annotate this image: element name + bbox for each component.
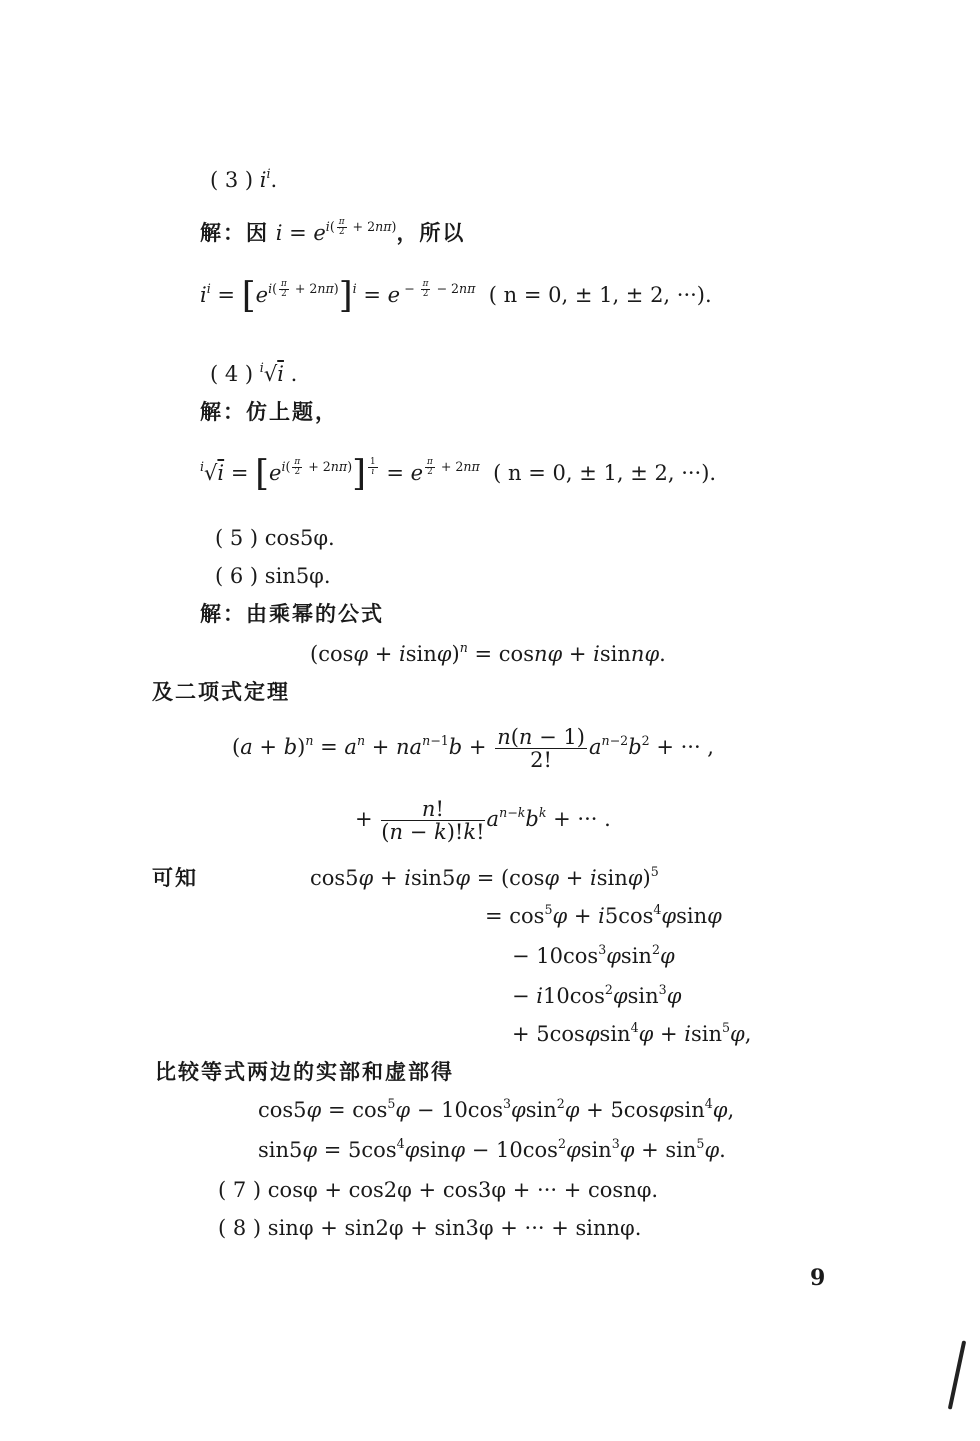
kezhi-label: 可知	[152, 866, 198, 890]
binomial-line1: $(a + b)^n = a^n + na^{n-1}b$ + $\frac{n(n - 1)}{2!}$ $a^{n-2}b^2$ + ··· ,	[232, 725, 714, 773]
demoivre-formula: $(\cos\varphi + isin\varphi)^n = \cos n\varphi + isinn\varphi$.	[310, 640, 666, 666]
expansion-line2: = $\cos^5\varphi + i5\cos^4\varphi\sin\varphi$	[485, 902, 722, 928]
cos5-result: $\cos 5\varphi = \cos^5\varphi - 10\cos^3\varphi\sin^2\varphi + 5\cos\varphi\sin^4\varphi$,	[258, 1096, 735, 1122]
expansion-line1: $\cos 5\varphi + isin5\varphi = (\cos\varphi + isin\varphi)^5$	[310, 864, 659, 890]
solution-3-line1: 解：因 $i = e^{i( \frac{\pi}{2} + 2n\pi)}$，所以	[200, 217, 466, 246]
solution-3-line2: $i^i = [e^{i( \frac{\pi}{2} + 2n\pi)}]^i = e$ $^{- \frac{\pi}{2} - 2n\pi}$ ( n = 0, ± 1, ± 2, ···).	[200, 275, 712, 317]
problem-3-label: ( 3 )	[210, 168, 254, 192]
solution-label: 解：	[200, 221, 246, 246]
binomial-intro: 及二项式定理	[152, 680, 290, 704]
expansion-line5: + 5cosφsin$^4$φ + isin$^5$φ,	[512, 1020, 752, 1046]
expansion-line4: − $i10\cos^2\varphi\sin^3\varphi$	[512, 982, 682, 1008]
compare-intro: 比较等式两边的实部和虚部得	[155, 1060, 454, 1084]
problem-7: ( 7 ) cosφ + cos2φ + cos3φ + ··· + cosnφ.	[218, 1178, 659, 1202]
solution-4-line1: 解：仿上题，	[200, 400, 338, 424]
n-range: ( n = 0, ± 1, ± 2, ···).	[488, 283, 712, 308]
problem-5: ( 5 ) cos5φ.	[215, 526, 335, 550]
problem-6: ( 6 ) sin5φ.	[215, 564, 331, 588]
problem-4-label: ( 4 )	[210, 362, 254, 386]
problem-3: ( 3 ) $i^i$.	[210, 166, 278, 192]
solution-56-line1: 解：由乘幂的公式	[200, 602, 384, 626]
page-number: 9	[810, 1265, 826, 1291]
problem-4: ( 4 ) $^i$√i .	[210, 360, 298, 386]
problem-8: ( 8 ) sinφ + sin2φ + sin3φ + ··· + sinnφ.	[218, 1216, 642, 1240]
solution-4-line2: $^i√i = [e^{i( \frac{\pi}{2} + 2n\pi)}]$ $^{\frac{1}{i}}$ = e $^{\frac{\pi}{2} + 2n\pi}$ ( n = 0, ± 1, ± 2, ···).	[200, 453, 717, 495]
binomial-line2: + $\frac{n!}{(n - k)!k!}$ $a^{n-k}b^k$ + ··· .	[355, 797, 611, 845]
sin5-result: $\sin 5\varphi = 5\cos^4\varphi\sin\varphi - 10\cos^2\varphi\sin^3\varphi + \sin^5\varphi$.	[258, 1136, 726, 1162]
expansion-line3: − $10\cos^3\varphi\sin^2\varphi$	[512, 942, 675, 968]
page-edge-mark	[948, 1340, 966, 1409]
